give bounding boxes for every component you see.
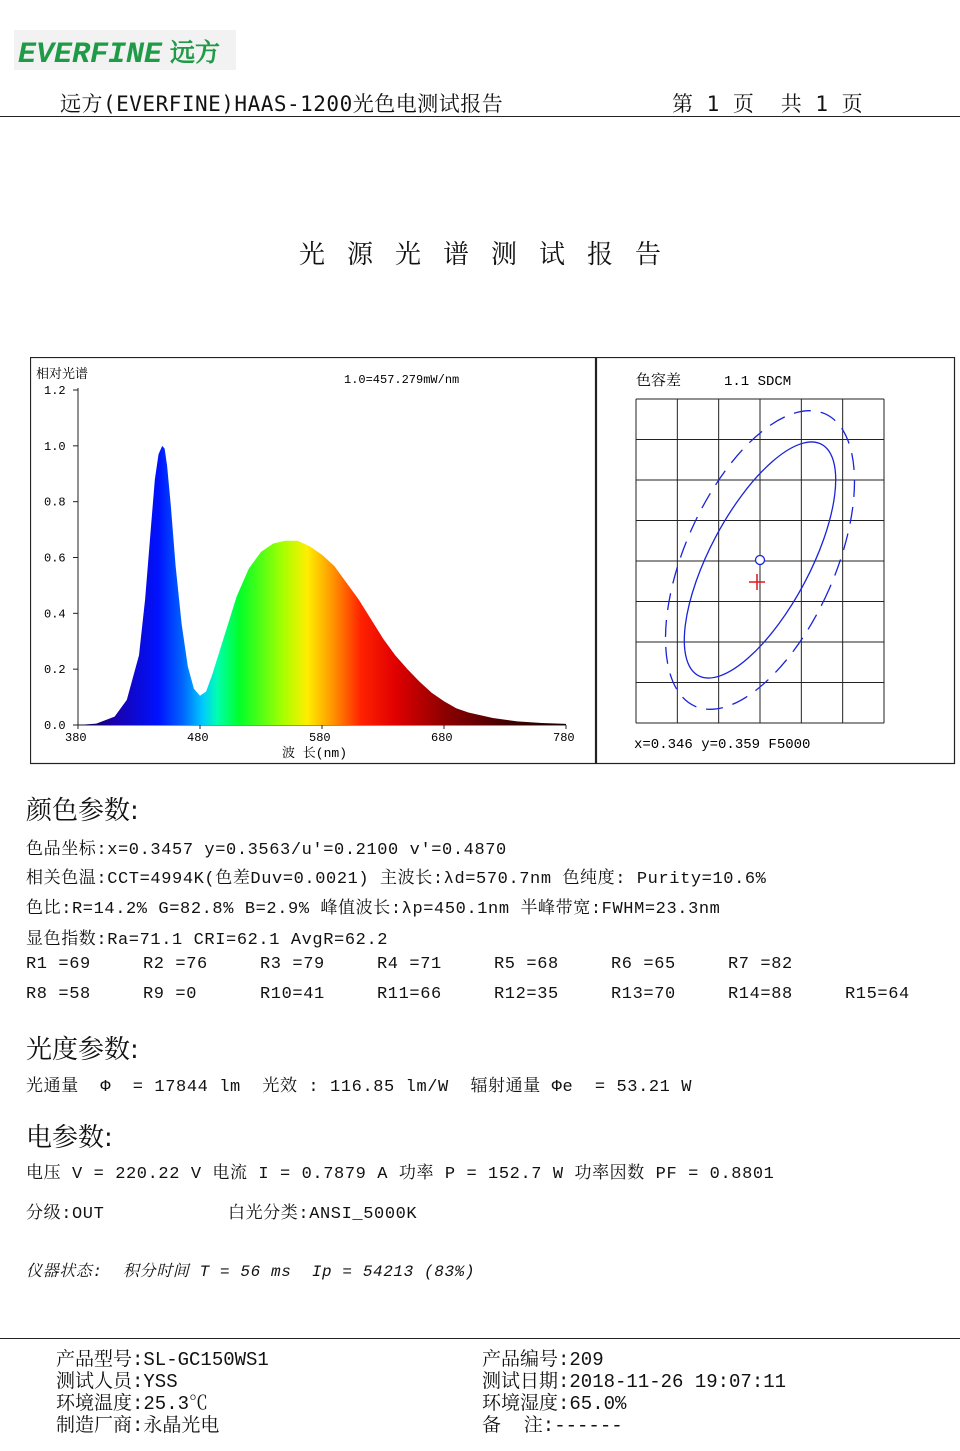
ri-row-1 bbox=[26, 955, 845, 974]
x-tick-label: 680 bbox=[431, 731, 453, 745]
report-header-title: 远方(EVERFINE)HAAS-1200光色电测试报告 bbox=[60, 92, 504, 116]
everfine-logo bbox=[14, 30, 236, 70]
ri-value: R3 =79 bbox=[260, 955, 325, 974]
footer-rule bbox=[0, 1338, 960, 1339]
product-model: 产品型号:SL-GC150WS1 bbox=[56, 1349, 269, 1371]
logo-cn: 远方 bbox=[170, 40, 221, 69]
target-center-marker bbox=[756, 556, 765, 565]
ambient-temperature: 环境温度:25.3℃ bbox=[56, 1393, 209, 1415]
spectrum-chart bbox=[30, 357, 597, 765]
ri-value: R9 =0 bbox=[143, 985, 198, 1004]
color-ratio-line: 色比:R=14.2% G=82.8% B=2.9% 峰值波长:λp=450.1nm 半峰带宽:FWHM=23.3nm bbox=[26, 900, 721, 919]
y-tick-label: 0.6 bbox=[44, 551, 66, 566]
ri-value: R2 =76 bbox=[143, 955, 208, 974]
ri-value: R10=41 bbox=[260, 985, 325, 1004]
spectrum-annotation: 1.0=457.279mW/nm bbox=[344, 373, 460, 387]
spectrum-xlabel: 波 长(nm) bbox=[282, 746, 348, 761]
manufacturer: 制造厂商:永晶光电 bbox=[56, 1415, 220, 1437]
chroma-title: 色容差 bbox=[636, 373, 682, 390]
ri-value: R8 =58 bbox=[26, 985, 91, 1004]
electrical-line: 电压 V = 220.22 V 电流 I = 0.7879 A 功率 P = 152.7 W 功率因数 PF = 0.8801 bbox=[26, 1165, 775, 1184]
y-tick-label: 0.4 bbox=[44, 607, 66, 622]
y-tick-label: 1.2 bbox=[44, 384, 66, 398]
photometric-line: 光通量 Φ = 17844 lm 光效 : 116.85 lm/W 辐射通量 Φe = 53.21 W bbox=[26, 1078, 693, 1097]
y-tick-label: 0.0 bbox=[44, 719, 66, 733]
logo-brand: EVERFINE bbox=[18, 38, 163, 70]
photometric-params-heading: 光度参数: bbox=[26, 1035, 139, 1065]
page-title: 光源光谱测试报告 bbox=[298, 240, 683, 270]
x-tick-label: 580 bbox=[309, 731, 331, 745]
header-rule bbox=[0, 116, 960, 117]
cct-line: 相关色温:CCT=4994K(色差Duv=0.0021) 主波长:λd=570.7nm 色纯度: Purity=10.6% bbox=[26, 870, 767, 889]
grade-label: 分级:OUT bbox=[26, 1205, 105, 1224]
white-light-class: 白光分类:ANSI_5000K bbox=[228, 1205, 418, 1224]
remarks: 备 注:------ bbox=[482, 1415, 623, 1437]
ri-value: R11=66 bbox=[377, 985, 442, 1004]
ri-value: R13=70 bbox=[611, 985, 676, 1004]
tester: 测试人员:YSS bbox=[56, 1371, 178, 1393]
ri-value: R14=88 bbox=[728, 985, 793, 1004]
ri-value: R1 =69 bbox=[26, 955, 91, 974]
ri-value: R4 =71 bbox=[377, 955, 442, 974]
product-serial: 产品编号:209 bbox=[482, 1349, 604, 1371]
y-tick-label: 0.8 bbox=[44, 495, 66, 510]
instrument-status: 仪器状态: 积分时间 T = 56 ms Ip = 54213 (83%) bbox=[26, 1263, 476, 1281]
spectrum-ylabel: 相对光谱 bbox=[36, 367, 89, 382]
ambient-humidity: 环境湿度:65.0% bbox=[482, 1393, 627, 1415]
chroma-coordinate-line: 色品坐标:x=0.3457 y=0.3563/u'=0.2100 v'=0.4870 bbox=[26, 841, 507, 860]
x-tick-label: 480 bbox=[187, 731, 209, 745]
ri-value: R7 =82 bbox=[728, 955, 793, 974]
page-info: 第 1 页 共 1 页 bbox=[672, 92, 864, 116]
color-params-heading: 颜色参数: bbox=[26, 796, 139, 826]
x-tick-label: 780 bbox=[553, 731, 575, 745]
cri-line: 显色指数:Ra=71.1 CRI=62.1 AvgR=62.2 bbox=[26, 931, 389, 950]
ri-value: R15=64 bbox=[845, 985, 910, 1004]
ri-value: R12=35 bbox=[494, 985, 559, 1004]
chroma-sdcm: 1.1 SDCM bbox=[724, 374, 792, 390]
y-tick-label: 0.2 bbox=[44, 663, 66, 678]
chromaticity-panel bbox=[596, 357, 956, 765]
x-tick-label: 380 bbox=[65, 731, 87, 745]
test-date: 测试日期:2018-11-26 19:07:11 bbox=[482, 1371, 787, 1393]
ri-row-2 bbox=[26, 985, 960, 1004]
ri-value: R6 =65 bbox=[611, 955, 676, 974]
electrical-params-heading: 电参数: bbox=[26, 1123, 113, 1153]
y-tick-label: 1.0 bbox=[44, 439, 66, 454]
chroma-coords: x=0.346 y=0.359 F5000 bbox=[634, 737, 811, 753]
ri-value: R5 =68 bbox=[494, 955, 559, 974]
